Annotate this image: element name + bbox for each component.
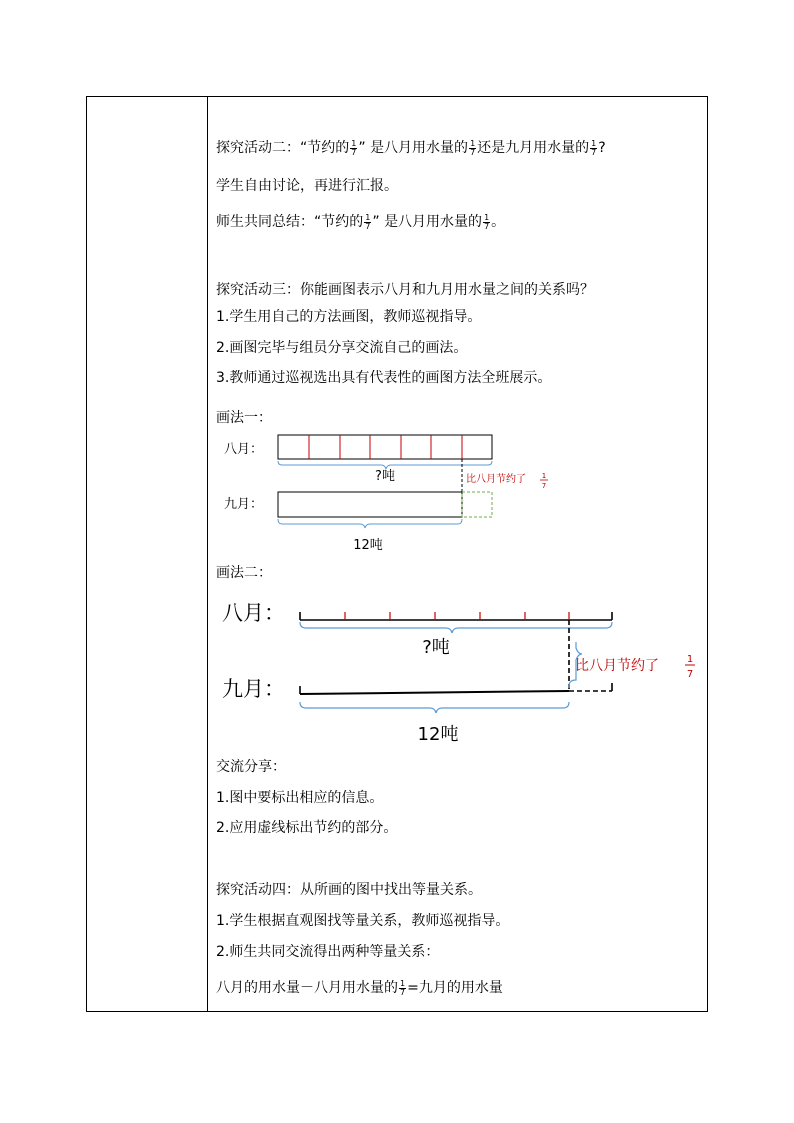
- activity4-step1: 1.学生根据直观图找等量关系，教师巡视指导。: [216, 913, 510, 929]
- method1-sep-bar: [278, 492, 462, 517]
- activity3-title: 探究活动三：你能画图表示八月和九月用水量之间的关系吗？: [216, 282, 594, 298]
- activity2-q-part-a: 探究活动二：“节约的: [216, 140, 350, 156]
- fraction-one-seventh: $\frac{1}{7}$: [470, 138, 476, 157]
- method1-saving-label: 比八月节约了: [466, 474, 526, 485]
- method2-diagram: [210, 590, 710, 750]
- summary-part-a: 师生共同总结：“节约的: [216, 214, 364, 230]
- share-title: 交流分享：: [216, 759, 286, 775]
- method1-aug-label: 八月：: [224, 442, 264, 457]
- method1-aug-amount: ?吨: [375, 469, 395, 484]
- method2-heading: 画法二：: [216, 565, 272, 581]
- activity2-q-part-c: 还是九月用水量的: [477, 140, 590, 156]
- activity4-title: 探究活动四：从所画的图中找出等量关系。: [216, 882, 482, 898]
- method1-sep-label: 九月：: [224, 497, 264, 512]
- method2-aug-amount: ?吨: [422, 637, 450, 658]
- method2-sep-label: 九月：: [222, 677, 285, 701]
- activity4-equation: [216, 978, 503, 998]
- activity2-q-part-b: ” 是八月用水量的: [358, 140, 469, 156]
- method2-sep-amount: 12吨: [417, 724, 459, 745]
- summary-part-c: 。: [491, 214, 506, 230]
- column-divider: [207, 97, 208, 1011]
- activity2-summary: [216, 212, 505, 232]
- method1-aug-brace: [278, 461, 492, 469]
- fraction-one-seventh: $\frac{1}{7}$: [591, 138, 597, 157]
- method1-saving-num: 1: [541, 472, 547, 480]
- fraction-one-seventh: $\frac{1}{7}$: [400, 978, 406, 997]
- method1-aug-dividers: [309, 435, 462, 459]
- method2-aug-brace: [300, 622, 612, 633]
- activity2-question: [216, 138, 606, 158]
- share-point1: 1.图中要标出相应的信息。: [216, 790, 384, 806]
- fraction-one-seventh: $\frac{1}{7}$: [484, 212, 490, 231]
- method1-aug-bar: [278, 435, 492, 459]
- method1-sep-brace: [278, 519, 462, 528]
- method2-aug-ticks: [345, 612, 569, 620]
- method2-aug-label: 八月：: [222, 601, 285, 625]
- activity4-step2: 2.师生共同交流得出两种等量关系：: [216, 944, 440, 960]
- activity2-discuss: 学生自由讨论，再进行汇报。: [216, 178, 398, 194]
- equation-part-a: 八月的用水量－八月用水量的: [216, 980, 398, 996]
- summary-part-b: ” 是八月用水量的: [372, 214, 483, 230]
- method2-sep-brace: [300, 702, 569, 713]
- method2-saving-den: 7: [686, 669, 694, 680]
- method1-heading: 画法一：: [216, 410, 272, 426]
- fraction-one-seventh: $\frac{1}{7}$: [351, 138, 357, 157]
- fraction-one-seventh: $\frac{1}{7}$: [365, 212, 371, 231]
- activity3-step3: 3.教师通过巡视选出具有代表性的画图方法全班展示。: [216, 370, 552, 386]
- method2-sep-segment: [300, 691, 569, 694]
- method1-saving-box: [462, 492, 492, 517]
- activity3-step1: 1.学生用自己的方法画图，教师巡视指导。: [216, 309, 482, 325]
- method1-saving-den: 7: [541, 482, 547, 490]
- share-point2: 2.应用虚线标出节约的部分。: [216, 820, 398, 836]
- method2-saving-num: 1: [686, 654, 694, 665]
- equation-part-b: =九月的用水量: [407, 980, 503, 996]
- activity3-step2: 2.画图完毕与组员分享交流自己的画法。: [216, 340, 468, 356]
- method1-sep-amount: 12吨: [353, 538, 383, 553]
- method1-diagram: [210, 428, 570, 558]
- method2-saving-label: 比八月节约了: [575, 658, 659, 674]
- activity2-q-part-d: ?: [598, 140, 606, 156]
